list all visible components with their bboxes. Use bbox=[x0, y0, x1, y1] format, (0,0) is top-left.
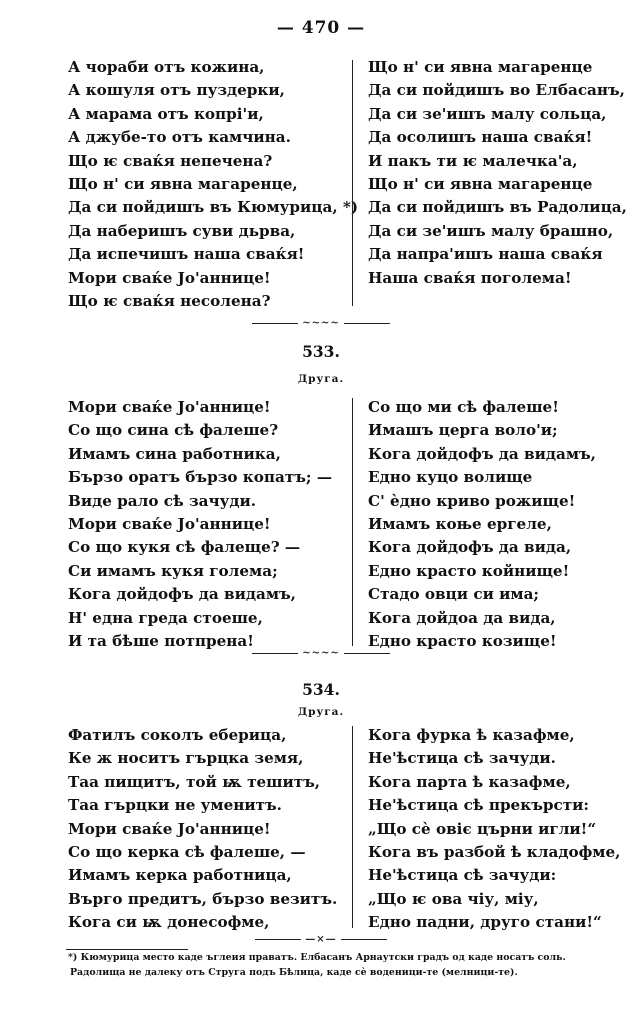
column-divider bbox=[352, 60, 353, 306]
verse-line: Со що керка сѣ фалеше, — bbox=[68, 842, 306, 861]
verse-line: Си имамъ кукя голема; bbox=[68, 561, 278, 580]
verse-line: Що н' си явна магаренце bbox=[368, 174, 593, 193]
verse-line: Наша сваќя поголема! bbox=[368, 268, 572, 287]
verse-line: Да осолишъ наша сваќя! bbox=[368, 128, 593, 147]
verse-line: Въpго предитъ, бързо везитъ. bbox=[68, 889, 338, 908]
verse-line: Кога дойдофъ да видамъ, bbox=[68, 585, 296, 604]
verse-line: Мори сваќе Јо'аннице! bbox=[68, 398, 271, 416]
verse-line: Що ѥ сваќя непечена? bbox=[68, 151, 273, 170]
verse-line: Да наберишъ суви дьрва, bbox=[68, 221, 296, 240]
verse-line: Имашъ церга воло'и; bbox=[368, 421, 558, 440]
verse-line: Не'ѣстица сѣ зачуди. bbox=[368, 749, 556, 768]
song-534-left-column bbox=[68, 724, 337, 935]
footnote bbox=[68, 950, 638, 980]
verse-line: Едно падни, друго стани!“ bbox=[368, 913, 602, 932]
verse-line: Едно куцо волище bbox=[368, 468, 533, 487]
footnote-line: Радолища не далеку отъ Струга подъ Бѣлица, каде сѐ воденици-те (мелници-те). bbox=[70, 967, 518, 978]
verse-line: Кога дойдоа да вида, bbox=[368, 608, 556, 627]
verse-line: Едно красто козище! bbox=[368, 631, 557, 650]
verse-line: Бързо оратъ бързо копатъ; — bbox=[68, 468, 333, 487]
verse-line: Мори сваќе Јо'аннице! bbox=[68, 268, 271, 287]
column-divider bbox=[352, 726, 353, 928]
verse-line: Кога дойдофъ да вида, bbox=[368, 538, 572, 557]
song-533-left-column bbox=[68, 396, 332, 653]
verse-line: Имамъ сина работника, bbox=[68, 444, 281, 463]
verse-line: Що н' си явна магаренце bbox=[368, 58, 593, 76]
verse-line: И пакъ ти ѥ малечка'а, bbox=[368, 151, 578, 170]
section-ornament: ~~~~ bbox=[0, 648, 642, 659]
song-533-subtitle: Друга. bbox=[297, 373, 345, 385]
verse-line: Н' една греда стоеше, bbox=[68, 608, 263, 627]
verse-line: Имамъ керка работница, bbox=[68, 866, 292, 885]
song-534-right-column bbox=[368, 724, 620, 935]
verse-line: Стадо овци си има; bbox=[368, 585, 540, 604]
verse-line: Кога дойдофъ да видамъ, bbox=[368, 444, 596, 463]
verse-line: Да си зе'ишъ малу брашно, bbox=[368, 221, 614, 240]
footnote-line: *) Кюмурица место каде ъглеия праватъ. Елбасанъ Арнаутски градъ од каде носатъ соль. bbox=[68, 952, 566, 963]
section-ornament: —×— bbox=[0, 934, 642, 945]
verse-line: Да си пойдишъ во Елбасанъ, bbox=[368, 81, 625, 100]
page-number: — 470 — bbox=[276, 18, 366, 38]
verse-line: Фатилъ соколъ еберица, bbox=[68, 726, 287, 744]
verse-line: Що ѥ сваќя несолена? bbox=[68, 291, 271, 310]
verse-line: Да си пойдишъ въ Кюмурица, *) bbox=[68, 198, 359, 217]
verse-line: Кога въ разбой ѣ кладофме, bbox=[368, 842, 621, 861]
verse-line: Со що сина сѣ фалеше? bbox=[68, 421, 279, 440]
verse-line: А кошуля отъ пуздерки, bbox=[68, 81, 285, 100]
verse-line: Едно красто койнище! bbox=[368, 561, 570, 580]
verse-line: Таа пищитъ, той ѭ тешитъ, bbox=[68, 772, 321, 791]
song-534-number: 534. bbox=[302, 680, 340, 699]
verse-line: И та бѣше потпрена! bbox=[68, 631, 254, 650]
poem-top-right-column bbox=[368, 56, 627, 290]
verse-line: Кога фурка ѣ казафме, bbox=[368, 726, 575, 744]
verse-line: Да испечишъ наша сваќя! bbox=[68, 245, 305, 264]
verse-line: Не'ѣстица сѣ зачуди: bbox=[368, 866, 557, 885]
verse-line: Со що кукя сѣ фалеще? — bbox=[68, 538, 301, 557]
section-ornament: ~~~~ bbox=[0, 318, 642, 329]
song-533-right-column bbox=[368, 396, 596, 653]
verse-line: „Що сѐ овіє църни игли!“ bbox=[368, 819, 597, 838]
verse-line: Мори сваќе Јо'аннице! bbox=[68, 514, 271, 533]
verse-line: Имамъ коње ергеле, bbox=[368, 514, 552, 533]
verse-line: Да си пойдишъ въ Радолица, bbox=[368, 198, 627, 217]
verse-line: С' ѐдно криво рожище! bbox=[368, 491, 576, 510]
verse-line: Що н' си явна магаренце, bbox=[68, 174, 298, 193]
verse-line: Да напра'ишъ наша сваќя bbox=[368, 245, 603, 264]
verse-line: А чораби отъ кожина, bbox=[68, 58, 265, 76]
poem-top-left-column bbox=[68, 56, 358, 313]
verse-line: А джубе-то отъ камчина. bbox=[68, 128, 291, 147]
verse-line: Кога си ѭ донесофме, bbox=[68, 913, 270, 932]
verse-line: Не'ѣстица сѣ прекърсти: bbox=[368, 796, 589, 815]
verse-line: Виде рало сѣ зачуди. bbox=[68, 491, 257, 510]
verse-line: Со що ми сѣ фалеше! bbox=[368, 398, 559, 416]
verse-line: А марама отъ копрі'и, bbox=[68, 104, 264, 123]
verse-line: Кога парта ѣ казафме, bbox=[368, 772, 571, 791]
verse-line: „Що ѥ ова чіу, міу, bbox=[368, 889, 539, 908]
song-533-number: 533. bbox=[302, 342, 340, 361]
verse-line: Мори сваќе Јо'аннице! bbox=[68, 819, 271, 838]
verse-line: Ке ж носитъ гърцка земя, bbox=[68, 749, 304, 768]
column-divider bbox=[352, 398, 353, 646]
verse-line: Таа гърцки не уменитъ. bbox=[68, 796, 282, 815]
verse-line: Да си зе'ишъ малу сольца, bbox=[368, 104, 607, 123]
song-534-subtitle: Друга. bbox=[297, 706, 345, 718]
